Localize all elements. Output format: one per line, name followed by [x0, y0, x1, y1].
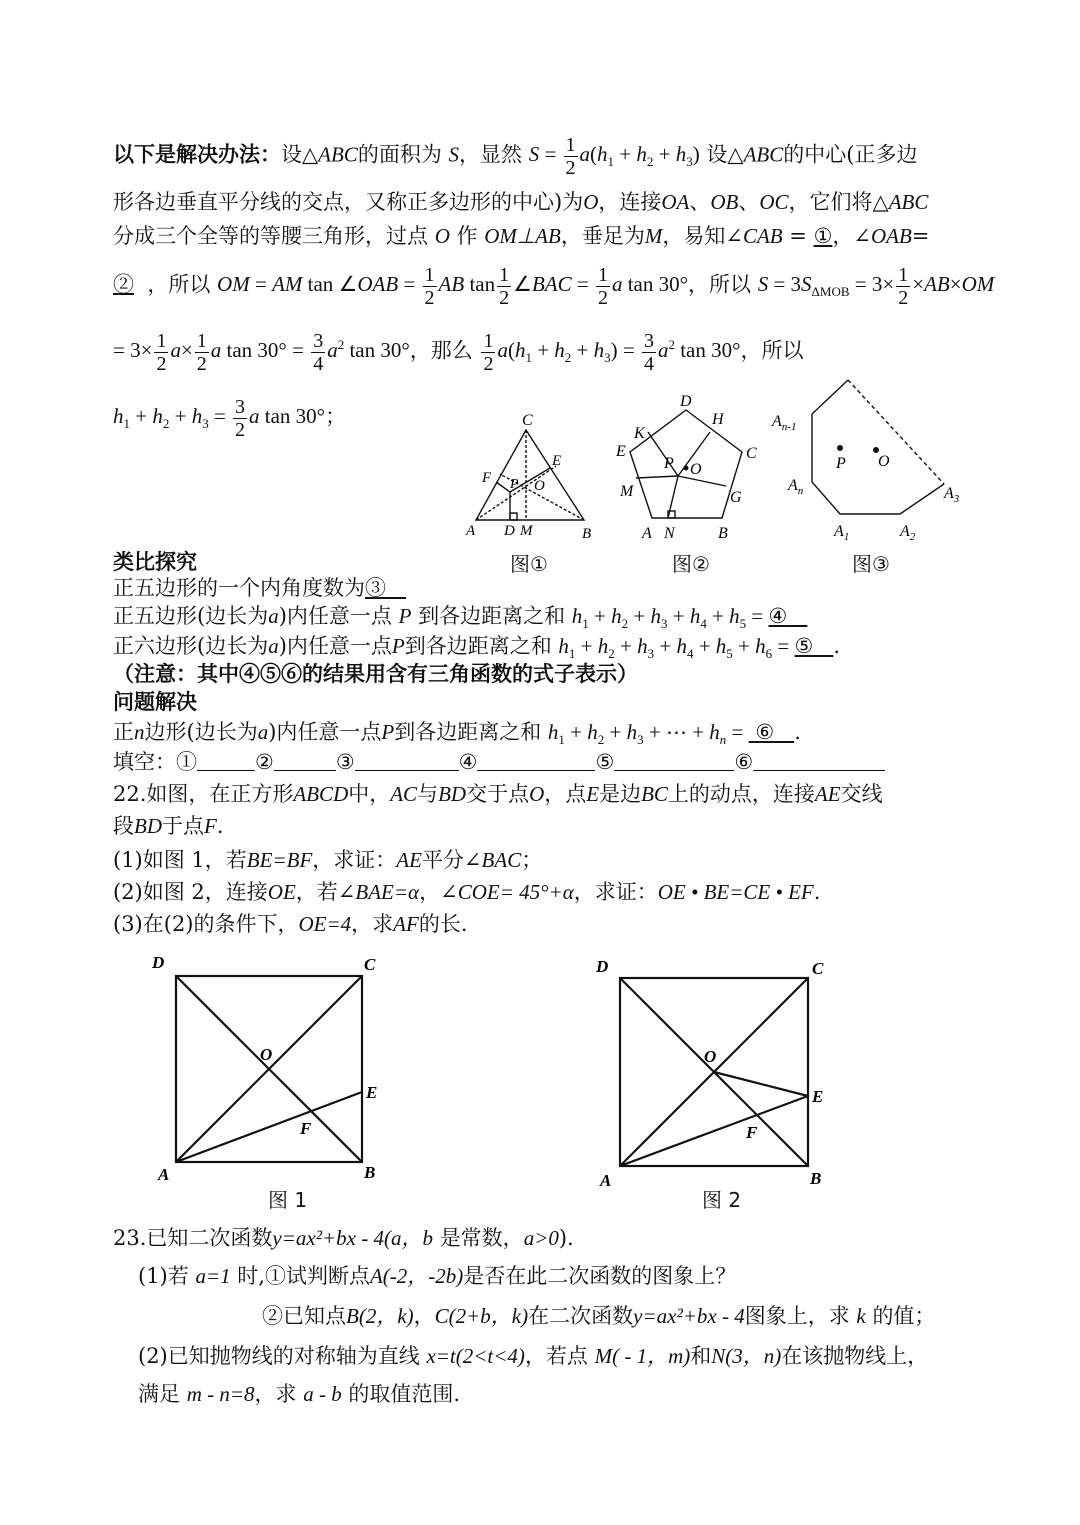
formula-result: $h_1 + h_2 + h_3$ = $\frac{3}{2}$ a tan 30° — [113, 396, 326, 441]
label-P: P — [664, 455, 674, 472]
label-An-1: $A_{n-1}$ — [772, 413, 797, 433]
solution-lead: 以下是解决办法： — [113, 141, 281, 167]
label-E: E — [366, 1083, 378, 1102]
q23-part-1: (1)若 a=1 时,①试判断点A(-2，-2b)是否在此二次函数的图象上？ — [138, 1264, 737, 1288]
label-B: B — [582, 526, 592, 542]
label-D: D — [504, 523, 515, 539]
label-B: B — [810, 1169, 822, 1188]
label-P: P — [510, 477, 519, 492]
analogy-heading: 类比探究 — [113, 549, 197, 574]
formula-area: S = $\frac{1}{2}$ $a(h_1 + h_2 + h_3)$ — [528, 134, 700, 179]
label-M: M — [520, 523, 533, 539]
label-D: D — [596, 957, 609, 976]
label-H: H — [712, 411, 724, 428]
label-A1: $A_1$ — [834, 523, 850, 543]
figure-3-caption: 图③ — [852, 552, 890, 576]
label-G: G — [730, 489, 742, 506]
q22-part-1: (1)如图 1，若BE=BF，求证：AE平分∠BAC； — [113, 848, 543, 872]
q22-line-1: 22.如图，在正方形ABCD中，AC与BD交于点O，点E是边BC上的动点，连接AE交线 — [113, 782, 883, 806]
figure-1-caption: 图① — [510, 552, 548, 576]
formula-om: OM = AM tan ∠OAB = $\frac{1}{2}$ AB tan $\frac{1}{2}$ ∠BAC = $\frac{1}{2}$ a tan 30° — [217, 264, 689, 309]
label-A: A — [466, 523, 476, 539]
q23-part-1-2: ②已知点B(2，k)，C(2+b，k)在二次函数y=ax²+bx - 4图象上，求 k 的值； — [262, 1304, 936, 1328]
analogy-q3: 正五边形的一个内角度数为③ — [113, 574, 406, 602]
label-N: N — [664, 525, 675, 542]
formula-equate: $\frac{1}{2}$ $a(h_1 + h_2 + h_3)$ = $\frac{3}{4}$ $a^2$ tan 30° — [483, 330, 741, 375]
problem-heading: 问题解决 — [113, 689, 197, 714]
blank-6: ⑥ — [755, 720, 775, 744]
label-B: B — [718, 525, 728, 542]
fill-in-line: 填空：① ② ③ ④ ⑤ ⑥ — [113, 748, 885, 776]
label-E: E — [616, 443, 626, 460]
q23-part-2-line-2: 满足 m - n=8，求 a - b 的取值范围. — [138, 1382, 461, 1406]
q22-line-2: 段BD于点F. — [113, 814, 224, 838]
formula-s: $S = 3S_{\Delta MOB} = 3\times$ $\frac{1}{2}$ ×AB×OM — [757, 264, 995, 309]
figure-square-2 — [594, 952, 844, 1192]
blank-3: ③ — [365, 576, 386, 600]
label-O: O — [704, 1047, 717, 1066]
label-A3: $A_3$ — [944, 485, 960, 505]
figure-square-1-caption: 图 1 — [268, 1188, 308, 1212]
fill-blank-4[interactable] — [477, 748, 595, 771]
figure-3-polygon — [768, 374, 978, 544]
label-M: M — [620, 483, 634, 500]
label-E: E — [812, 1087, 824, 1106]
figure-square-2-caption: 图 2 — [702, 1188, 742, 1212]
label-A2: $A_2$ — [900, 523, 916, 543]
label-C: C — [364, 955, 376, 974]
label-O: O — [260, 1045, 273, 1064]
analogy-note: （注意：其中④⑤⑥的结果用含有三角函数的式子表示） — [113, 661, 638, 686]
analogy-q4: 正五边形(边长为a)内任意一点 P 到各边距离之和 $h_1 + h_2 + h_3 + h_4 + h_5$ = ④ — [113, 602, 807, 638]
q23-part-2: (2)已知抛物线的对称轴为直线 x=t(2<t<4)，若点 M( - 1，m)和N(3，n)在该抛物线上， — [138, 1344, 929, 1368]
label-O: O — [878, 453, 890, 470]
label-F: F — [482, 470, 492, 486]
fill-blank-3[interactable] — [355, 748, 459, 771]
label-O: O — [690, 461, 702, 478]
label-O: O — [534, 478, 545, 494]
label-C: C — [812, 959, 824, 978]
solution-line-3: 分成三个全等的等腰三角形，过点 O 作 OM⊥AB，垂足为M，易知∠CAB = ①，∠OAB= — [113, 224, 930, 248]
blank-5: ⑤ — [794, 634, 814, 658]
formula-s-value: = 3× $\frac{1}{2}$ a× $\frac{1}{2}$ a tan 30° = $\frac{3}{4}$ $a^2$ tan 30° — [113, 330, 410, 375]
analogy-q5: 正六边形(边长为a)内任意一点P到各边距离之和 $h_1 + h_2 + h_3 + h_4 + h_5 + h_6$ = ⑤ . — [113, 634, 841, 662]
label-C: C — [746, 445, 757, 462]
fill-blank-2[interactable] — [274, 748, 336, 771]
label-D: D — [152, 953, 165, 972]
figure-2-caption: 图② — [672, 552, 710, 576]
solution-line-5: = 3× $\frac{1}{2}$ a× $\frac{1}{2}$ a tan 30° = $\frac{3}{4}$ $a^2$ tan 30°，那么 $\frac{1}{2}$ $a(h_1 + h_2 + h_3)$ = $\frac{3}{4}$ $a^2$ tan 30°，所以 — [113, 330, 804, 375]
figure-2-pentagon — [608, 388, 768, 548]
figure-1-triangle — [460, 410, 600, 545]
solution-line-2: 形各边垂直平分线的交点，又称正多边形的中心)为O，连接OA、OB、OC，它们将△ABC — [113, 190, 929, 214]
solution-line-4: ② ，所以 OM = AM tan ∠OAB = $\frac{1}{2}$ AB tan $\frac{1}{2}$ ∠BAC = $\frac{1}{2}$ a tan 30°，所以 $S = 3S_{\Delta MOB} = 3\times$ $\frac{1}{2}$ ×AB×OM — [113, 264, 995, 309]
solution-line-6: $h_1 + h_2 + h_3$ = $\frac{3}{2}$ a tan 30°； — [113, 396, 347, 441]
fill-blank-5[interactable] — [614, 748, 734, 771]
label-A: A — [600, 1171, 612, 1190]
label-A: A — [642, 525, 652, 542]
blank-4: ④ — [768, 604, 788, 628]
label-An: $A_n$ — [788, 477, 804, 497]
label-K: K — [634, 425, 645, 442]
label-D: D — [680, 393, 692, 410]
label-F: F — [746, 1123, 758, 1142]
fill-blank-6[interactable] — [753, 748, 885, 771]
q22-part-2: (2)如图 2，连接OE，若∠BAE=α，∠COE= 45°+α，求证：OE • BE=CE • EF. — [113, 880, 821, 904]
label-B: B — [364, 1163, 376, 1182]
q23-line-1: 23.已知二次函数y=ax²+bx - 4(a，b 是常数，a>0). — [113, 1226, 574, 1250]
label-F: F — [300, 1119, 312, 1138]
label-P: P — [836, 455, 846, 472]
solution-line-1: 以下是解决办法：设△ABC的面积为 S，显然 S = $\frac{1}{2}$ $a(h_1 + h_2 + h_3)$ 设△ABC的中心(正多边 — [113, 134, 918, 179]
q22-part-3: (3)在(2)的条件下，OE=4，求AF的长. — [113, 912, 468, 936]
fill-blank-1[interactable] — [197, 748, 255, 771]
problem-q6: 正n边形(边长为a)内任意一点P到各边距离之和 $h_1 + h_2 + h_3$ + ⋯ + $h_n$ = ⑥ . — [113, 720, 801, 748]
label-A: A — [158, 1165, 170, 1184]
label-E: E — [552, 453, 562, 469]
figure-square-1 — [150, 948, 390, 1188]
blank-2: ② — [113, 272, 134, 297]
label-C: C — [522, 412, 533, 429]
blank-1: ① — [813, 224, 833, 248]
